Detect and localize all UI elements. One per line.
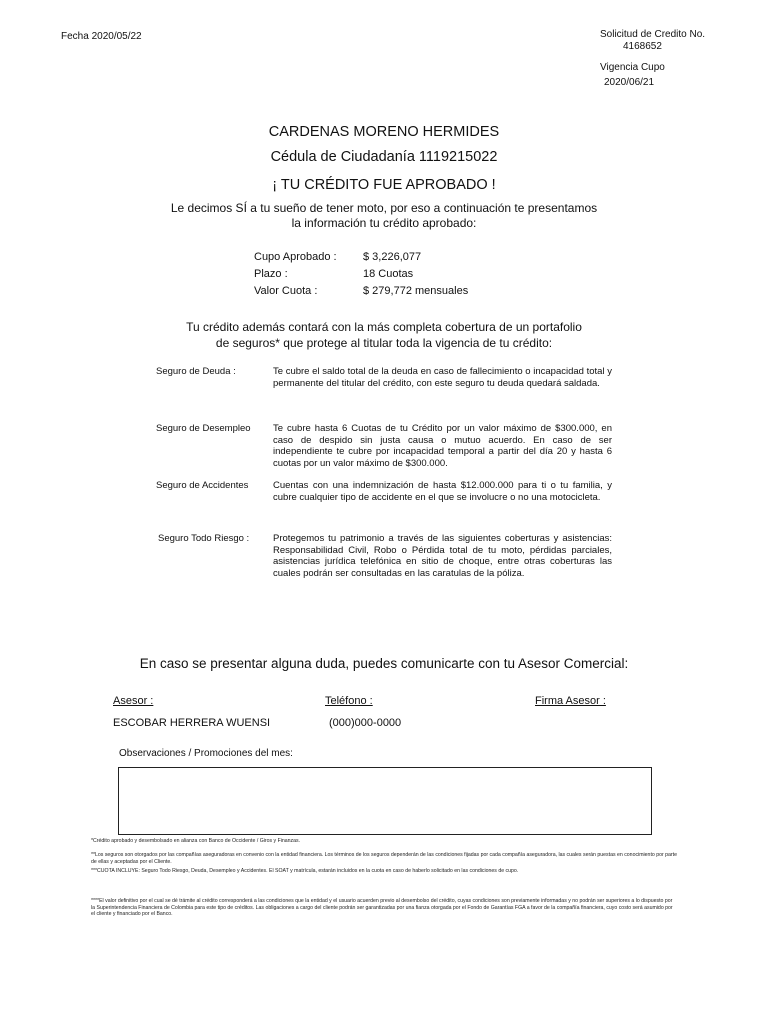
summary-value: 18 Cuotas [363,268,414,280]
insurance-label-deuda: Seguro de Deuda : [156,366,236,377]
portfolio-line-1: Tu crédito además contará con la más completa cobertura de un portafolio [186,320,582,334]
approved-title: ¡ TU CRÉDITO FUE APROBADO ! [272,177,496,193]
client-cedula: Cédula de Ciudadanía 1119215022 [270,149,498,165]
asesor-name: ESCOBAR HERRERA WUENSI [113,717,271,729]
footnote-3: ***CUOTA INCLUYE: Seguro Todo Riesgo, Deuda, Desempleo y Accidentes. El SOAT y matrícula, estarán incluidos en la cuota en caso de haberlo solicitado en las condiciones de cupo. [91,868,519,874]
insurance-text-desempleo: Te cubre hasta 6 Cuotas de tu Crédito por un valor máximo de $300.000, en caso de despido sin justa causa o mutuo acuerdo. En caso de ser independiente te cubre por incapacidad temporal a partir del día 20 y hasta 6 cuotas por un valor máximo de $300.000. [273,423,612,469]
firma-label: Firma Asesor : [535,695,606,707]
intro-line-2: la información tu crédito aprobado: [291,216,477,230]
summary-row-cuota [254,283,468,300]
contact-line: En caso se presentar alguna duda, puedes comunicarte con tu Asesor Comercial: [139,656,629,671]
observaciones-label: Observaciones / Promociones del mes: [119,748,293,759]
fecha: Fecha 2020/05/22 [61,31,142,42]
vigencia-label: Vigencia Cupo [600,62,665,73]
summary-value: $ 279,772 mensuales [363,285,469,297]
insurance-text-todo-riesgo: Protegemos tu patrimonio a través de las siguientes coberturas y asistencias: Responsabilidad Civil, Robo o Pérdida total de tu moto, pérdidas parciales, asistencias jurídica telefónica en sitio de choque, entre otras coberturas las cuales podrán ser consultadas en las caratulas de la póliza. [273,533,612,579]
footnote-4: ****El valor definitivo por el cual se dé trámite al crédito corresponderá a las condiciones que la entidad y el usuario acuerden previo al desembolso del crédito, cuyas condiciones son previamente informadas y no podrán ser superiores a lo dispuesto por la Superintendencia Financiera de Colombia para este tipo de créditos. Las obligaciones a cargo del cliente podrán ser garantizadas por una fianza otorgada por el Fondo de Garantías FGA a favor de la compañía financiera, cuyo costo será asumido por el cliente y financiado por el Banco. [91,898,673,917]
solicitud-label: Solicitud de Credito No. [600,29,706,40]
observaciones-box [118,767,652,835]
insurance-label-desempleo: Seguro de Desempleo [156,423,251,434]
insurance-text-accidentes: Cuentas con una indemnización de hasta $12.000.000 para ti o tu familia, y cubre cualquier tipo de accidente en el que se involucre o no una motocicleta. [273,480,612,503]
footnote-2: **Los seguros son otorgados por las compañías aseguradoras en convenio con la entidad financiera. Los términos de los seguros dependerán de las condiciones fijadas por cada compañía aseguradora, las cuales serán puestas en conocimiento por parte de ellas y aceptadas por el Cliente. [91,852,677,865]
insurance-text-deuda: Te cubre el saldo total de la deuda en caso de fallecimiento o incapacidad total y permanente del titular del crédito, con este seguro tu deuda quedará saldada. [273,366,612,389]
summary-row-cupo [254,249,468,266]
summary-row-plazo [254,266,468,283]
credit-summary [254,249,468,300]
client-name: CARDENAS MORENO HERMIDES [268,124,500,140]
insurance-label-accidentes: Seguro de Accidentes [156,480,249,491]
summary-value: $ 3,226,077 [363,251,422,263]
summary-label: Valor Cuota : [254,285,318,297]
summary-label: Cupo Aprobado : [254,251,337,263]
summary-label: Plazo : [254,268,288,280]
insurance-label-todo-riesgo: Seguro Todo Riesgo : [158,533,250,544]
solicitud-number: 4168652 [623,41,662,52]
intro-line-1: Le decimos SÍ a tu sueño de tener moto, por eso a continuación te presentamos [170,201,598,215]
portfolio-text [0,319,768,351]
telefono-value: (000)000-0000 [329,717,402,729]
vigencia-date: 2020/06/21 [604,77,655,88]
telefono-label: Teléfono : [325,695,373,707]
intro-text [0,201,768,231]
portfolio-line-2: de seguros* que protege al titular toda la vigencia de tu crédito: [215,336,553,350]
footnote-1: *Crédito aprobado y desembolsado en alianza con Banco de Occidente / Giros y Finanzas. [91,838,301,844]
asesor-label: Asesor : [113,695,154,707]
